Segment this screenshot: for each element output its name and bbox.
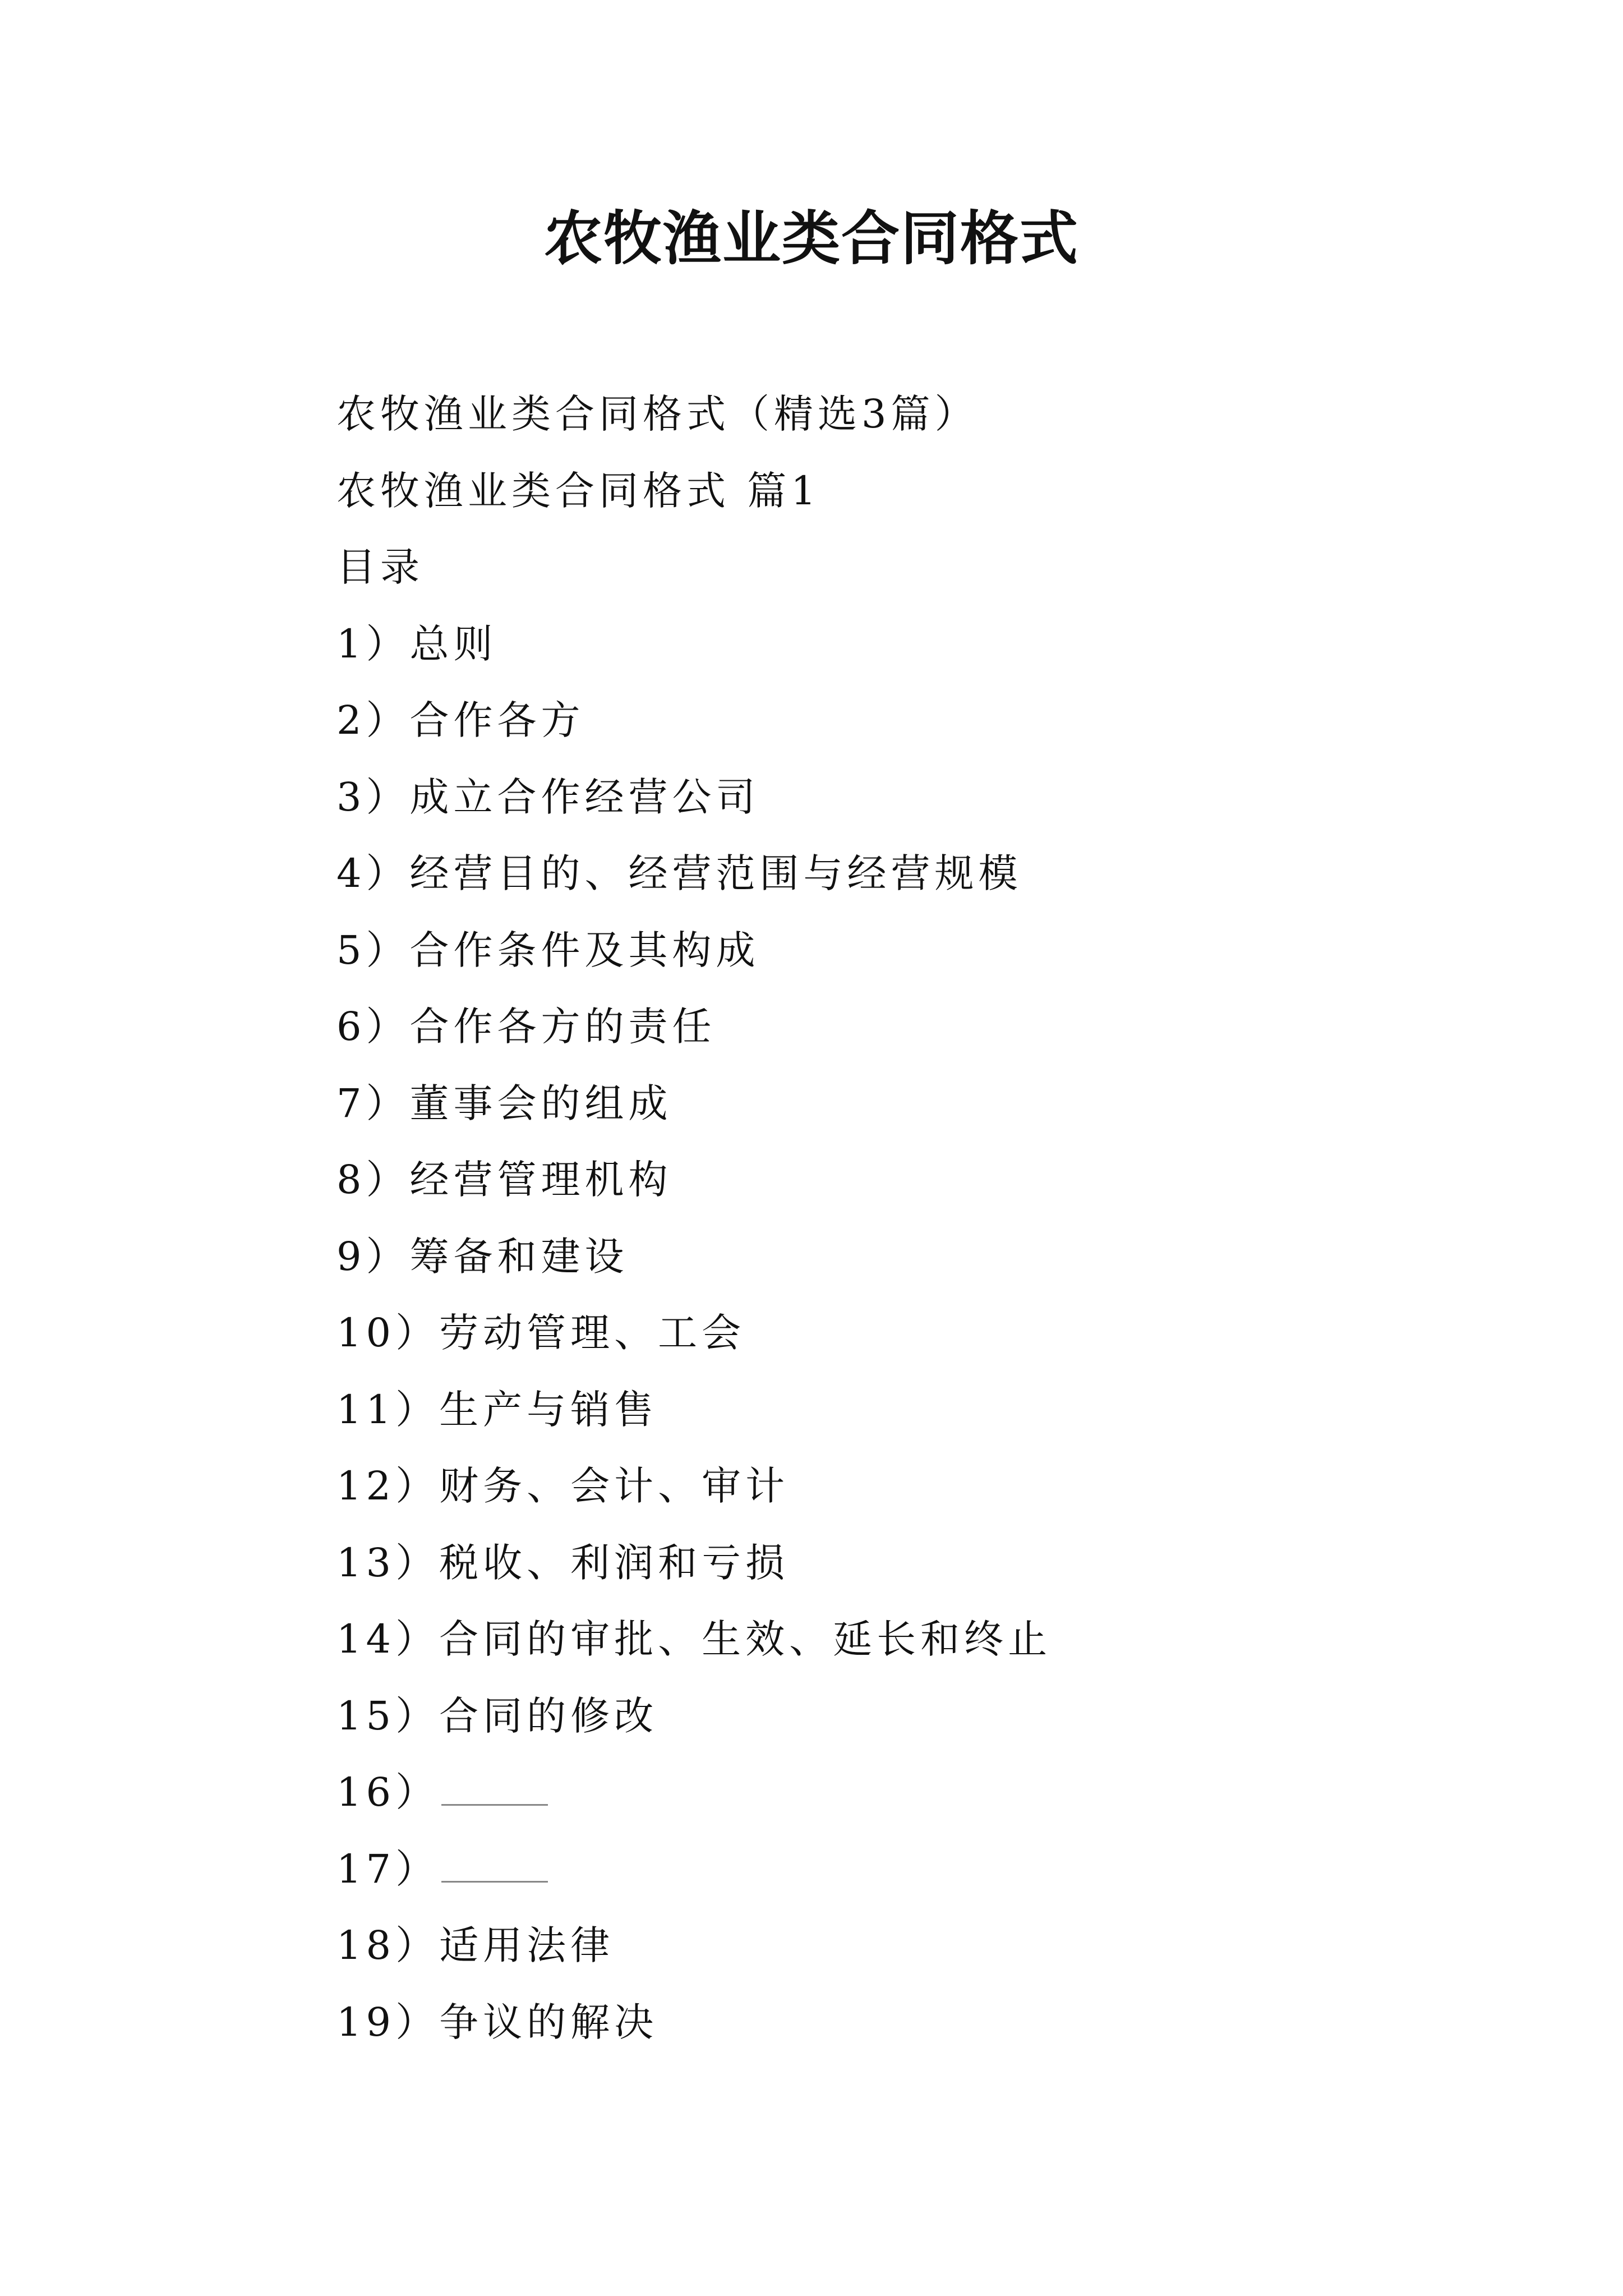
toc-item: 6）合作各方的责任 <box>336 1004 716 1050</box>
document-body <box>336 376 1514 2060</box>
toc-item: 1）总则 <box>336 620 497 667</box>
toc-item: 14）合同的审批、生效、延长和终止 <box>336 1616 1052 1662</box>
toc-item-blank <box>336 1831 1514 1908</box>
toc-item: 2）合作各方 <box>336 697 585 743</box>
toc-item: 3）成立合作经营公司 <box>336 774 760 820</box>
toc-item: 4）经营目的、经营范围与经营规模 <box>336 850 1022 896</box>
toc-item: 11）生产与销售 <box>336 1386 658 1433</box>
blank-underline <box>441 1770 548 1806</box>
toc-item: 5）合作条件及其构成 <box>336 927 760 973</box>
section-heading: 农牧渔业类合同格式 篇1 <box>336 467 820 514</box>
toc-item: 9）筹备和建设 <box>336 1233 629 1280</box>
toc-item: 15）合同的修改 <box>336 1692 658 1739</box>
toc-item-number: 17） <box>336 1846 440 1892</box>
table-of-contents <box>336 606 1514 2061</box>
toc-item: 18）适用法律 <box>336 1922 615 1968</box>
toc-item: 7）董事会的组成 <box>336 1080 672 1126</box>
toc-item-number: 16） <box>336 1769 440 1815</box>
toc-item: 10）劳动管理、工会 <box>336 1310 746 1356</box>
toc-item: 8）经营管理机构 <box>336 1157 672 1203</box>
toc-item: 13）税收、利润和亏损 <box>336 1539 790 1586</box>
toc-item: 12）财务、会计、审计 <box>336 1463 790 1509</box>
document-title: 农牧渔业类合同格式 <box>543 204 1079 273</box>
toc-heading: 目录 <box>336 544 424 590</box>
toc-item-blank <box>336 1754 1514 1831</box>
blank-underline <box>441 1847 548 1883</box>
toc-item: 19）争议的解决 <box>336 1999 658 2045</box>
document-subtitle: 农牧渔业类合同格式（精选3篇） <box>336 391 979 437</box>
